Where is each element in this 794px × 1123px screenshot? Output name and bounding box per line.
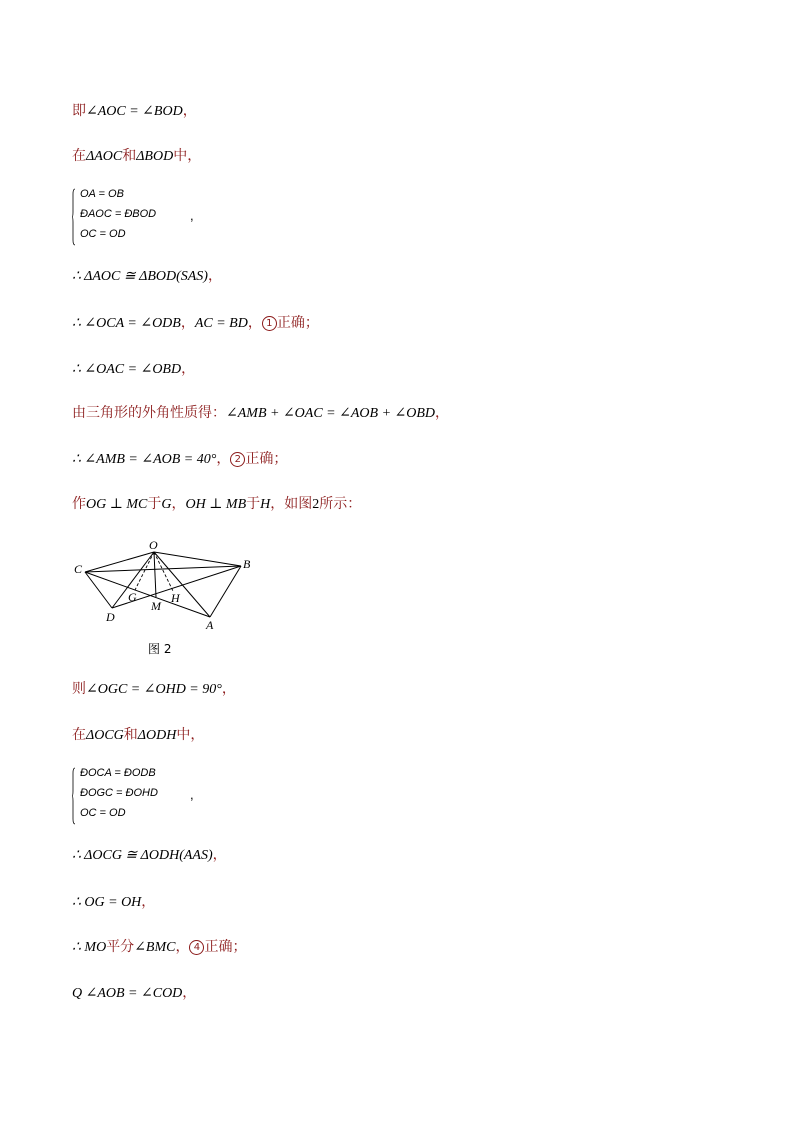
punct: , — [190, 208, 194, 223]
text: 正确； — [204, 939, 247, 955]
punct: ， — [435, 405, 450, 421]
step-line-8 — [72, 495, 361, 514]
punct: ， — [212, 847, 227, 863]
math: ∴ ∠OAC = ∠OBD — [72, 362, 182, 377]
punct: ， — [221, 681, 236, 697]
math: OG ⊥ MC — [86, 497, 148, 512]
math: ΔOCG — [86, 728, 124, 743]
punct: ， — [182, 103, 197, 119]
math: G — [161, 497, 172, 512]
punct: ， — [171, 496, 186, 512]
step-line-3 — [72, 267, 222, 286]
math: ∠AOC = ∠BOD — [86, 104, 183, 119]
punct: ， — [180, 315, 195, 331]
brace-icon — [72, 767, 76, 825]
step-line-13 — [72, 938, 246, 957]
segment-OG-dashed — [134, 552, 154, 592]
math: H — [260, 497, 271, 512]
punct: ， — [181, 361, 196, 377]
figure-caption: 图 2 — [148, 642, 172, 656]
text: 和 — [123, 727, 138, 743]
step-line-6 — [72, 404, 449, 423]
text: 于 — [246, 496, 261, 512]
text: 所示： — [319, 496, 362, 512]
math: ∴ ΔOCG ≅ ΔODH(AAS) — [72, 848, 213, 863]
text: 正确； — [276, 315, 319, 331]
step-line-11 — [72, 846, 227, 865]
circled-number: 1 — [262, 316, 277, 331]
math: ∴ ΔAOC ≅ ΔBOD(SAS) — [72, 269, 208, 284]
punct: ， — [247, 315, 262, 331]
text: 即 — [72, 103, 86, 119]
punct: ， — [216, 451, 231, 467]
equation-system-sas — [72, 188, 212, 246]
math: ΔBOD — [136, 149, 174, 164]
math: Q ∠AOB = ∠COD — [72, 986, 183, 1001]
geometry-figure — [70, 535, 260, 635]
system-row: OA = OB — [80, 188, 124, 200]
text: 正确； — [245, 451, 288, 467]
math: ΔAOC — [86, 149, 123, 164]
point-label-B: B — [243, 557, 251, 571]
text: 于 — [147, 496, 162, 512]
math: AC = BD — [194, 316, 248, 331]
point-label-A: A — [206, 618, 214, 632]
text: 作 — [72, 496, 86, 512]
step-line-2 — [72, 147, 201, 166]
point-label-D: D — [106, 610, 115, 624]
number: 2 — [312, 497, 320, 512]
step-line-14 — [72, 984, 196, 1003]
text: 在 — [72, 148, 86, 164]
step-line-9 — [72, 680, 236, 699]
step-line-4 — [72, 314, 319, 333]
punct: , — [190, 787, 194, 802]
point-label-O: O — [149, 538, 158, 552]
text: 在 — [72, 727, 86, 743]
math: ∴ OG = OH — [72, 895, 142, 910]
system-row: ÐOCA = ÐODB — [80, 767, 156, 779]
math: ∠BMC — [134, 940, 176, 955]
punct: ， — [141, 894, 156, 910]
segment-OB — [154, 552, 241, 566]
system-row: OC = OD — [80, 807, 126, 819]
step-line-1 — [72, 102, 197, 121]
point-label-C: C — [74, 562, 83, 576]
math: ∴ MO — [72, 940, 107, 955]
text: 中， — [173, 148, 202, 164]
point-label-H: H — [171, 591, 180, 605]
punct: ， — [175, 939, 190, 955]
circled-number: 2 — [230, 452, 245, 467]
step-line-12 — [72, 893, 155, 912]
text: 平分 — [106, 939, 135, 955]
segment-CO — [85, 552, 154, 572]
math: ∴ ∠OCA = ∠ODB — [72, 316, 181, 331]
segment-OM — [154, 552, 156, 597]
point-label-G: G — [128, 590, 137, 604]
math: ∴ ∠AMB = ∠AOB = 40° — [72, 452, 217, 467]
segment-CD — [85, 572, 112, 608]
equation-system-aas — [72, 767, 212, 825]
segment-AB — [210, 566, 241, 617]
math: ∠OGC = ∠OHD = 90° — [86, 682, 222, 697]
text: 和 — [122, 148, 137, 164]
math: OH ⊥ MB — [185, 497, 247, 512]
punct: ， — [182, 985, 197, 1001]
system-row: ÐOGC = ÐOHD — [80, 787, 158, 799]
punct: ， — [207, 268, 222, 284]
system-row: ÐAOC = ÐBOD — [80, 208, 157, 220]
brace-icon — [72, 188, 76, 246]
math: ΔODH — [137, 728, 177, 743]
step-line-7 — [72, 450, 287, 469]
point-label-M: M — [151, 599, 161, 613]
step-line-5 — [72, 360, 195, 379]
math: ∠AMB + ∠OAC = ∠AOB + ∠OBD — [226, 406, 436, 421]
step-line-10 — [72, 726, 204, 745]
system-row: OC = OD — [80, 228, 126, 240]
text: 由三角形的外角性质得： — [72, 405, 226, 421]
text: 则 — [72, 681, 86, 697]
circled-number: 4 — [189, 940, 204, 955]
text: 中， — [176, 727, 205, 743]
text: ，如图 — [270, 496, 313, 512]
